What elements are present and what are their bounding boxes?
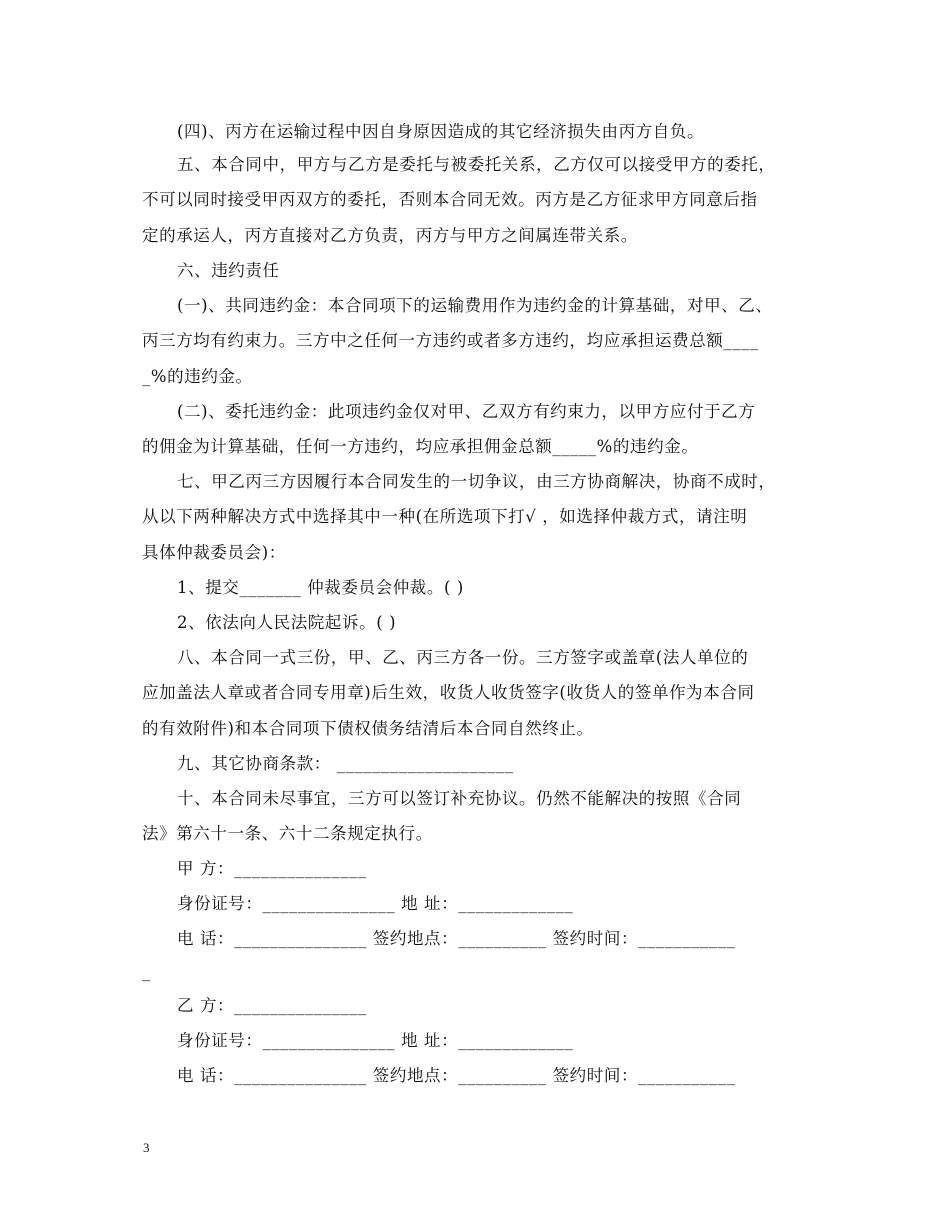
text-line: 八、本合同一式三份，甲、乙、丙三方各一份。三方签字或盖章(法人单位的 [177,648,749,667]
party-a-field: 甲 方：_______________ [177,859,367,878]
text-line: 应加盖法人章或者合同专用章)后生效，收货人收货签字(收货人的签单作为本合同 [142,683,755,702]
text-line: 1、提交_______ 仲裁委员会仲裁。( ) [177,578,464,597]
text-line: (二)、委托违约金：此项违约金仅对甲、乙双方有约束力，以甲方应付于乙方 [177,402,756,421]
text-line: (一)、共同违约金：本合同项下的运输费用作为违约金的计算基础，对甲、乙、 [177,296,773,315]
text-line: 法》第六十一条、六十二条规定执行。 [142,824,433,843]
page-number: 3 [143,1140,150,1155]
party-a-id-address: 身份证号：_______________ 地 址：_____________ [177,894,574,913]
text-line: 从以下两种解决方式中选择其中一种(在所选项下打√ ，如选择仲裁方式，请注明 [142,507,748,526]
party-a-contact: 电 话：_______________ 签约地点：__________ 签约时间：___________ [177,929,736,948]
text-line: 丙三方均有约束力。三方中之任何一方违约或者多方违约，均应承担运费总额____ [142,331,759,350]
text-line: 五、本合同中，甲方与乙方是委托与被委托关系，乙方仅可以接受甲方的委托， [177,155,776,174]
text-line: 具体仲裁委员会)： [142,543,286,562]
text-line: 的佣金为计算基础，任何一方违约，均应承担佣金总额_____%的违约金。 [142,437,699,456]
text-line: _%的违约金。 [142,367,253,386]
text-line: _ [142,962,151,981]
party-b-id-address: 身份证号：_______________ 地 址：_____________ [177,1031,574,1050]
text-line: 十、本合同未尽事宜，三方可以签订补充协议。仍然不能解决的按照《合同 [177,789,742,808]
text-line: 2、依法向人民法院起诉。( ) [177,613,397,632]
section-heading: 六、违约责任 [177,261,280,280]
party-b-field: 乙 方：_______________ [177,996,367,1015]
text-line: 定的承运人，丙方直接对乙方负责，丙方与甲方之间属连带关系。 [142,226,638,245]
text-line: (四)、丙方在运输过程中因自身原因造成的其它经济损失由丙方自负。 [177,122,705,141]
text-line: 不可以同时接受甲丙双方的委托，否则本合同无效。丙方是乙方征求甲方同意后指 [142,190,758,209]
text-line: 的有效附件)和本合同项下债权债务结清后本合同自然终止。 [142,719,594,738]
party-b-contact: 电 话：_______________ 签约地点：__________ 签约时间：___________ [177,1066,736,1085]
text-line: 七、甲乙丙三方因履行本合同发生的一切争议，由三方协商解决，协商不成时， [177,472,776,491]
text-line: 九、其它协商条款： ____________________ [177,754,514,773]
